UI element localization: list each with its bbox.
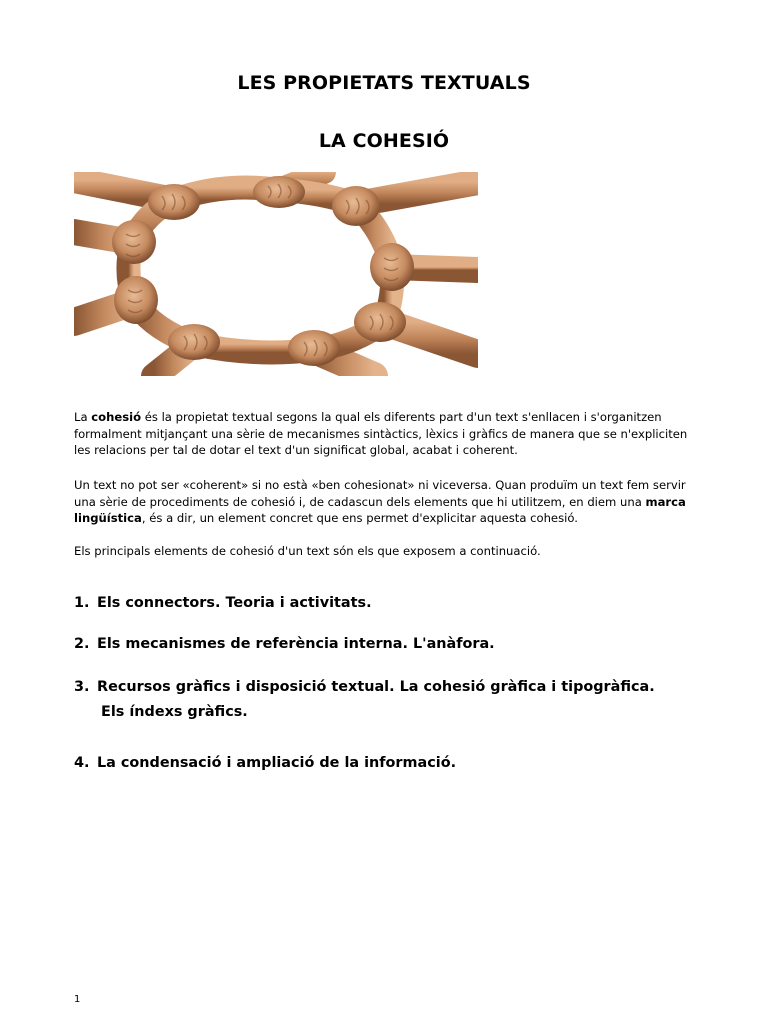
document-title: LES PROPIETATS TEXTUALS [237,72,531,94]
list-item-recursos-grafics [74,677,655,697]
paragraph-intro-list: Els principals elements de cohesió d'un text són els que exposem a continuació. [74,544,541,558]
list-number: 1. [74,595,90,611]
paragraph-definition-post: és la propietat textual segons la qual els diferents part d'un text s'enllacen i s'organitzen formalment mitjançant una sèrie de mecanismes sintàctics, lèxics i gràfics de manera que se n'expliciten les relacions per tal de dotar el text d'un significat global, acabat i coherent. [74,410,688,458]
hands-circle-photo-icon [74,172,478,376]
list-text: Els mecanismes de referència interna. L'anàfora. [97,636,495,652]
list-item-recursos-grafics-continuation: Els índexs gràfics. [101,704,248,720]
term-marca-linguistica: marca lingüística [74,494,686,526]
paragraph-definition [74,409,700,459]
list-text: Recursos gràfics i disposició textual. La cohesió gràfica i tipogràfica. [97,679,655,695]
list-number: 2. [74,636,90,652]
paragraph-coherence [74,477,700,527]
paragraph-definition-pre: La [74,410,92,424]
hands-circle-illustration [74,172,478,376]
list-number: 3. [74,679,90,695]
list-item-connectors [74,593,372,613]
list-number: 4. [74,755,90,771]
list-text: Els connectors. Teoria i activitats. [97,595,372,611]
list-item-condensacio [74,753,456,773]
paragraph-coherence-post: , és a dir, un element concret que ens permet d'explicitar aquesta cohesió. [141,511,578,526]
document-subtitle: LA COHESIÓ [318,130,450,152]
list-item-referencia [74,634,495,654]
paragraph-coherence-pre: Un text no pot ser «coherent» si no està «ben cohesionat» ni viceversa. Quan produïm un text fem servir una sèrie de procediments de cohesió i, de cadascun dels elements que hi utilitzem, en diem una [74,478,686,509]
term-cohesio: cohesió [91,410,142,424]
page-number: 1 [74,994,81,1005]
list-text: La condensació i ampliació de la informació. [97,755,457,771]
